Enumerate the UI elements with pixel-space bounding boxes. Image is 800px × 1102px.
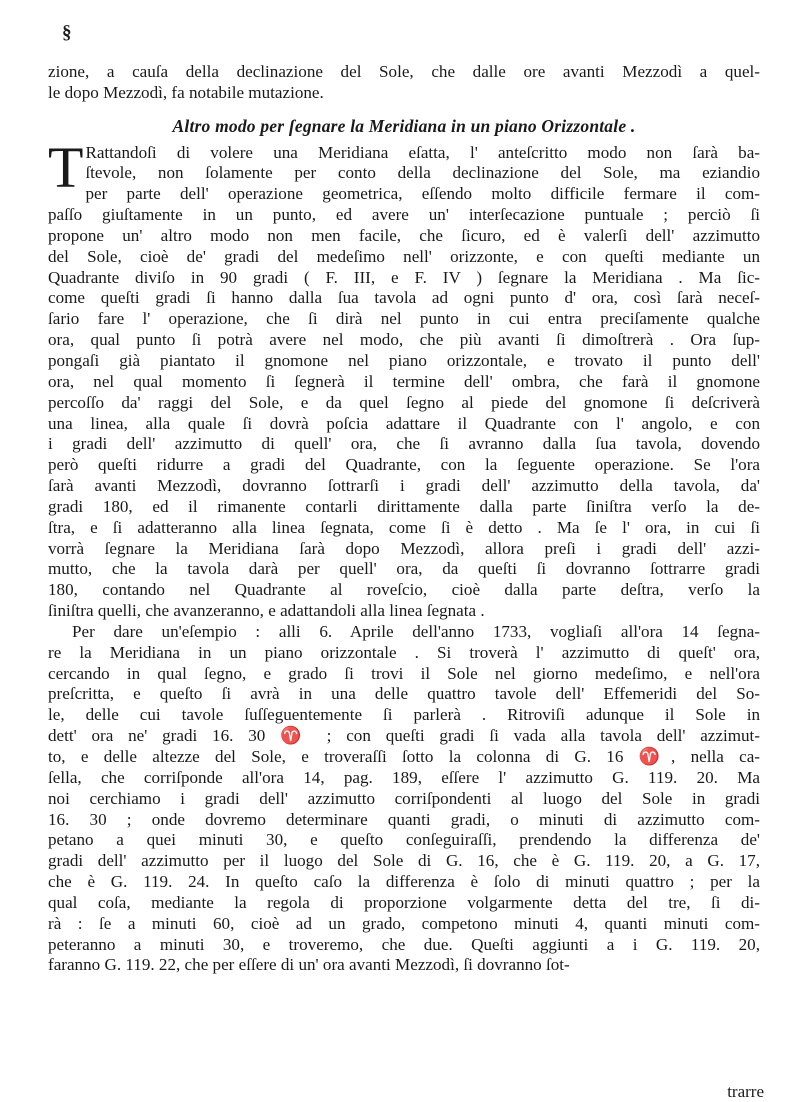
text-line: ſiniſtra quelli, che avanzeranno, e adattandoli alla linea ſegnata .: [48, 601, 485, 621]
text-line: 16. 30 ; onde dovremo determinare quanti gradi, o minuti di azzimutto com-: [48, 809, 760, 829]
text-line: paſſo giuſtamente in un punto, ed avere un' interſecazione puntuale ; perciò ſi: [48, 205, 760, 225]
paragraph-1: [48, 134, 760, 622]
catchword: trarre: [727, 1082, 764, 1101]
text-line: ſarà avanti Mezzodì, dovranno ſottrarſi i gradi dell' azzimutto della tavola, da': [48, 476, 760, 496]
text-line: le, delle cui tavole ſuſſeguentemente ſi parlerà . Ritroviſi adunque il Sole in: [48, 705, 760, 725]
text-line: ora, nel qual momento ſi ſegnerà il termine dell' ombra, che farà il gnomone: [48, 371, 760, 391]
text-line: gradi 180, ed il rimanente contarli dirittamente dalla parte ſiniſtra verſo la de-: [48, 496, 760, 516]
text-line: una linea, alla quale ſi dovrà poſcia adattare il Quadrante con l' angolo, e con: [48, 413, 760, 433]
text-line: ſario fare l' operazione, che ſi dirà nel punto in cui entra preciſamente qualche: [48, 309, 760, 329]
text-line: mutto, che la tavola darà per quell' ora, da queſti ſi dovranno ſottrarre gradi: [48, 559, 760, 579]
text-line: Rattandoſi di volere una Meridiana eſatta, l' anteſcritto modo non ſarà ba-: [85, 142, 760, 162]
text-line: preſcritta, e queſto ſi avrà in una delle quattro tavole dell' Effemeridi del So-: [48, 684, 760, 704]
body-text: [48, 62, 760, 976]
text-line: le dopo Mezzodì, fa notabile mutazione.: [48, 82, 324, 102]
drop-cap: T: [48, 134, 84, 200]
text-line: vorrà ſegnare la Meridiana ſarà dopo Mezzodì, allora preſi i gradi dell' azzi-: [48, 538, 760, 558]
document-page: [48, 0, 768, 1100]
text-line: pongaſi già piantato il gnomone nel piano orizzontale, e trovato il punto dell': [48, 350, 760, 370]
text-line: zione, a cauſa della declinazione del Sole, che dalle ore avanti Mezzodì a quel-: [48, 62, 760, 81]
text-line: percoſſo da' raggi del Sole, e da quel ſegno al piede del gnomone ſi deſcriverà: [48, 392, 760, 412]
text-line: per parte dell' operazione geometrica, eſſendo molto difficile fermare il com-: [85, 184, 760, 204]
text-line: re la Meridiana in un piano orizzontale . Si troverà l' azzimutto di queſt' ora,: [48, 642, 760, 662]
text-line: peteranno a minuti 30, e troveremo, che due. Queſti aggiunti a i G. 119. 20,: [48, 934, 760, 954]
text-line: ſella, che corriſponde all'ora 14, pag. 189, eſſere l' azzimutto G. 119. 20. Ma: [48, 767, 760, 787]
text-line: petano a quei minuti 30, e queſto conſeguiraſſi, prendendo la differenza de': [48, 830, 760, 850]
intro-paragraph: [48, 62, 760, 104]
text-line: però queſti ridurre a gradi del Quadrante, con la ſeguente operazione. Se l'ora: [48, 455, 760, 475]
text-line: propone un' altro modo non men facile, che ſicuro, ed è valerſi dell' azzimutto: [48, 225, 760, 245]
text-line: to, e delle altezze del Sole, e troveraſſi ſotto la colonna di G. 16 ♈, nella ca-: [48, 747, 760, 766]
text-line: gradi dell' azzimutto per il luogo del Sole di G. 16, che è G. 119. 20, a G. 17,: [48, 851, 760, 871]
text-line: faranno G. 119. 22, che per eſſere di un' ora avanti Mezzodì, ſi dovranno ſot-: [48, 955, 570, 975]
section-heading: Altro modo per ſegnare la Meridiana in un piano Orizzontale .: [172, 115, 636, 136]
text-line: ora, qual punto ſi potrà avere nel modo, che più avanti ſi dimoſtrerà . Ora ſup-: [48, 330, 760, 350]
paragraph-2: [48, 622, 760, 976]
signature-mark: §: [62, 22, 72, 43]
text-line: rà : ſe a minuti 60, cioè ad un grado, competono minuti 4, quanti minuti com-: [48, 913, 760, 933]
text-line: dett' ora ne' gradi 16. 30 ♈ ; con queſti gradi ſi vada alla tavola dell' azzimut-: [48, 726, 760, 746]
text-line: ſtra, e ſi adatteranno alla linea ſegnata, come ſi è detto . Ma ſe l' ora, in cui ſi: [48, 517, 760, 537]
text-line: ſtevole, non ſolamente per conto della declinazione del Sole, ma eziandio: [85, 163, 760, 183]
text-line: del Sole, cioè de' gradi del medeſimo nell' orizzonte, e con queſti mediante un: [48, 246, 760, 266]
text-line: Per dare un'eſempio : alli 6. Aprile dell'anno 1733, vogliaſi all'ora 14 ſegna-: [72, 621, 760, 641]
text-line: noi cerchiamo i gradi dell' azzimutto corriſpondenti al luogo del Sole in gradi: [48, 788, 760, 808]
text-line: i gradi dell' azzimutto di quell' ora, che ſi avranno dalla ſua tavola, dovendo: [48, 434, 760, 454]
text-line: 180, contando nel Quadrante al roveſcio, cioè dalla parte deſtra, verſo la: [48, 580, 760, 600]
text-line: cercando in qual ſegno, e grado ſi trovi il Sole nel giorno medeſimo, e nell'ora: [48, 663, 760, 683]
text-line: che è G. 119. 24. In queſto caſo la differenza è ſolo di minuti quattro ; per la: [48, 872, 760, 892]
text-line: Quadrante diviſo in 90 gradi ( F. III, e F. IV ) ſegnare la Meridiana . Ma ſic-: [48, 267, 760, 287]
text-line: come queſti gradi ſi hanno dalla ſua tavola ad ogni punto d' ora, così ſarà neceſ-: [48, 288, 760, 308]
text-line: qual coſa, mediante la regola di proporzione volgarmente detta del tre, ſi di-: [48, 892, 760, 912]
